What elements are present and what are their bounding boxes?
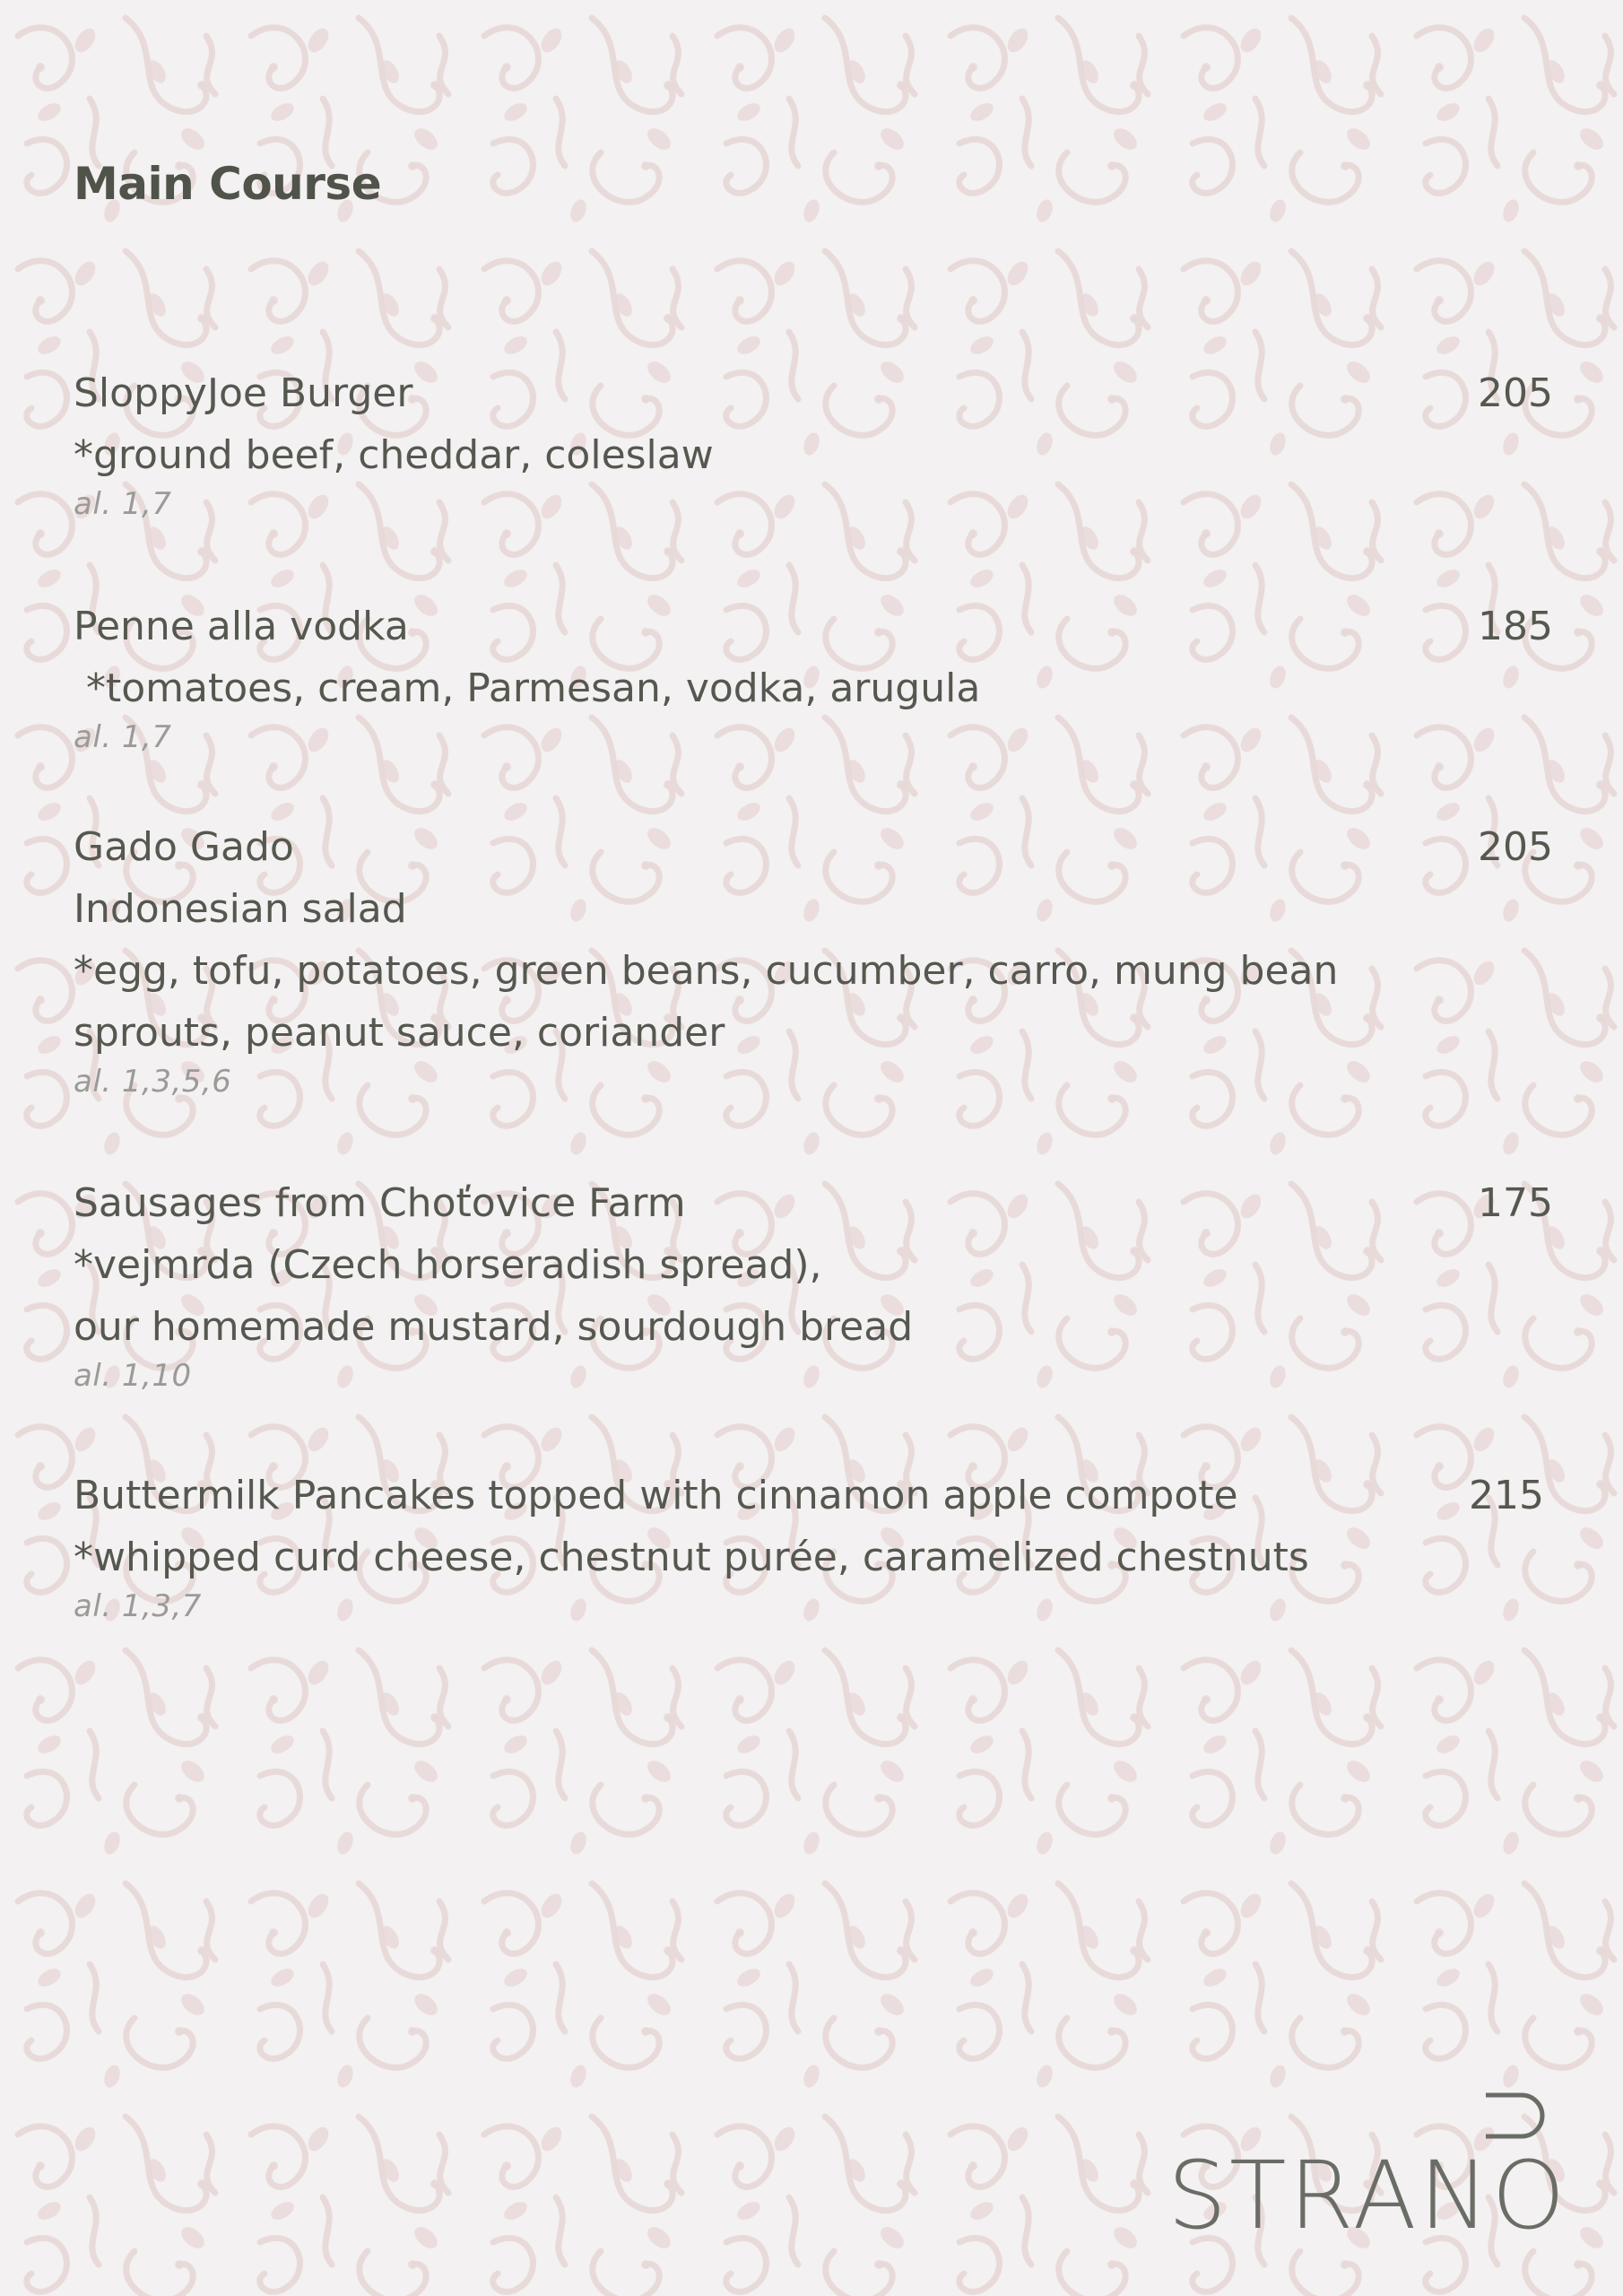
section-title: Main Course — [74, 158, 382, 210]
logo-text: STRANO — [1167, 2141, 1568, 2250]
item-name: SloppyJoe Burger — [74, 370, 413, 416]
menu-item — [74, 816, 1553, 1100]
item-description: *vejmrda (Czech horseradish spread), — [74, 1242, 822, 1288]
item-price: 205 — [1478, 370, 1553, 416]
item-name: Penne alla vodka — [74, 604, 409, 649]
item-ingredients: our homemade mustard, sourdough bread — [74, 1304, 914, 1350]
item-price: 175 — [1478, 1180, 1553, 1226]
item-price: 215 — [1469, 1473, 1544, 1518]
item-description: Indonesian salad — [74, 886, 407, 932]
menu-item — [74, 1172, 1553, 1394]
item-ingredients: *egg, tofu, potatoes, green beans, cucumber, carro, mung bean sprouts, peanut sauce, coriander — [74, 948, 1339, 1056]
item-allergens: al. 1,7 — [74, 719, 172, 755]
item-allergens: al. 1,3,7 — [74, 1588, 202, 1624]
item-name: Buttermilk Pancakes topped with cinnamon apple compote — [74, 1473, 1238, 1518]
item-allergens: al. 1,3,5,6 — [74, 1064, 232, 1100]
item-allergens: al. 1,10 — [74, 1358, 192, 1394]
item-price: 205 — [1478, 824, 1553, 870]
item-name: Sausages from Choťovice Farm — [74, 1180, 686, 1226]
item-description: *tomatoes, cream, Parmesan, vodka, arugula — [74, 665, 981, 711]
item-price: 185 — [1478, 604, 1553, 649]
item-name: Gado Gado — [74, 824, 294, 870]
strano-logo — [1167, 2090, 1568, 2250]
item-description: *ground beef, cheddar, coleslaw — [74, 432, 714, 478]
item-description: *whipped curd cheese, chestnut purée, caramelized chestnuts — [74, 1535, 1309, 1580]
menu-item — [74, 596, 1553, 755]
menu-item — [74, 362, 1553, 522]
menu-item — [74, 1465, 1544, 1624]
item-allergens: al. 1,7 — [74, 486, 172, 522]
